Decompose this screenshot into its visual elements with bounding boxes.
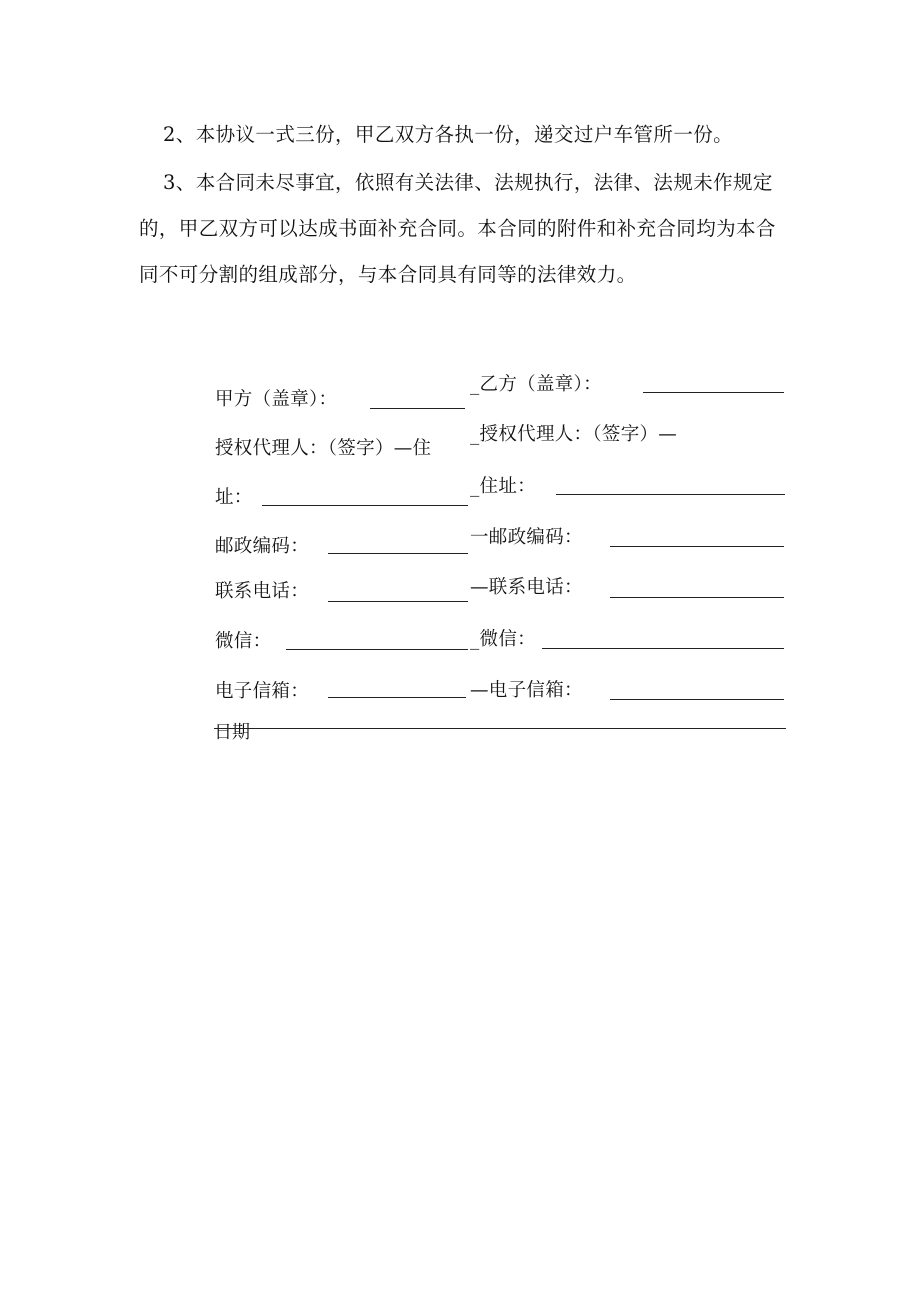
party-b-email-label: —电子信箱： <box>470 680 583 701</box>
party-a-seal-label: 甲方（盖章）： <box>215 389 338 410</box>
party-a-postcode-label: 邮政编码： <box>215 536 310 557</box>
clause-2-number: 2、 <box>163 123 196 146</box>
party-a-seal-line[interactable] <box>370 408 465 409</box>
clause-3-text: 本合同未尽事宜，依照有关法律、法规执行，法律、法规未作规定的，甲乙双方可以达成书面补充合同。本合同的附件和补充合同均为本合同不可分割的组成部分，与本合同具有同等的法律效力。 <box>139 171 776 286</box>
date-label-cut: 日期 <box>214 722 250 743</box>
party-a-email-line[interactable] <box>328 697 466 698</box>
party-a-wechat-line[interactable] <box>286 649 468 650</box>
party-b-phone-line[interactable] <box>610 597 784 598</box>
party-a-address-line[interactable] <box>262 505 468 506</box>
party-b-postcode-line[interactable] <box>610 546 784 547</box>
party-b-wechat-label: _微信： <box>470 629 536 650</box>
party-a-email-label: 电子信箱： <box>215 681 310 702</box>
party-b-wechat-line[interactable] <box>542 648 784 649</box>
party-b-address-label: _住址： <box>470 476 536 497</box>
party-a-phone-line[interactable] <box>328 601 468 602</box>
party-b-seal-line[interactable] <box>643 392 784 393</box>
party-a-address-label: 址： <box>215 487 253 508</box>
party-a-phone-label: 联系电话： <box>215 581 310 602</box>
date-line[interactable] <box>214 728 786 729</box>
party-b-email-line[interactable] <box>610 699 784 700</box>
clause-3-number: 3、 <box>163 171 196 194</box>
party-b-agent-label: _授权代理人：（签字）— <box>470 424 678 445</box>
party-b-seal-label: _乙方（盖章）： <box>470 374 602 395</box>
party-a-agent-label: 授权代理人：（签字）—住 <box>215 438 432 459</box>
party-a-postcode-line[interactable] <box>328 553 468 554</box>
party-a-wechat-label: 微信： <box>215 631 272 652</box>
party-b-address-line[interactable] <box>556 494 785 495</box>
party-b-phone-label: —联系电话： <box>470 577 583 598</box>
clause-2-text: 本协议一式三份，甲乙双方各执一份，递交过户车管所一份。 <box>195 123 734 146</box>
party-b-postcode-label: 一邮政编码： <box>470 527 583 548</box>
